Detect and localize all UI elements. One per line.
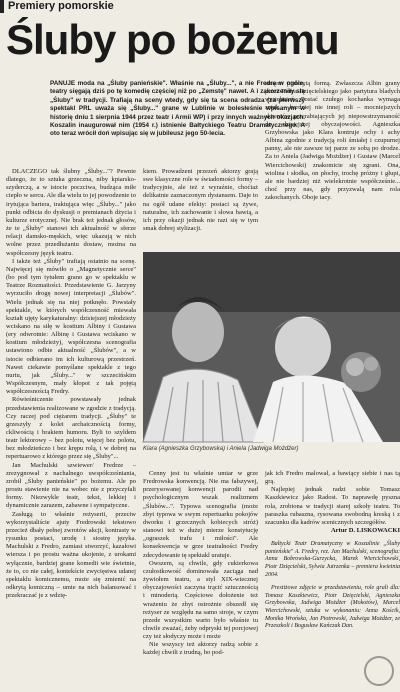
cast-credits: Prestiżowe zdjęcie w przedstawieniu, role grali dla: Tomasz Kaszkiewicz, Piotr Dzięcielski, Agnieszka Grzybowska, Jadwiga Możdżer (Mokotów), Marcel Wiercichowski, sztuka w wykonaniu: Anna Kościk, Monika Wrońska, Jan Piotrowski, Jadwiga Możdżer, ze Przeszkoli i Bogusław Kańczak Dan. <box>265 585 400 630</box>
paragraph: Owszem, są chwile, gdy cukierkowa czułostkowość dominowała zaciąga nad żywiołem teatru, a styl XIX-wiecznej obyczajowości zaczyna trącić sztucznością i minoderią. Częściowe dołożenie też wrażeniu że zbyt ostrożnie obszedł się reżyser ze względu na samo stroje, w czym przede wszystkim warto było właśnie tu chwile zważać, żeby odpryski tej porcjowej czy też słodyczy może i może <box>143 559 258 641</box>
paragraph: Jan Machulski szwiewer/ Fredrze – zrezygnował z nachalnego uwspółcześniania, zrobił „Śluby panieńskie" po bożemu. Ale po prostu stawienie nie na wobec nie z przyczyfali formy. Niezwykle teatr, tekst, lekkiej i dynamicznie zarazem, zabawne i sympatyczne. <box>6 461 136 510</box>
author-signature: Artur D. LISKOWACKI <box>330 527 400 535</box>
article-column-4 <box>143 470 258 692</box>
paragraph: Nie wszyscy też aktorzy radzą sobie z każdej chwili z trudną, bo pod- <box>143 641 258 657</box>
article-headline: Śluby po bożemu <box>6 16 339 63</box>
paragraph: kiem. Prowadzeni przezeń aktorzy grają swe klasyczne role w świadomości formy – tradycyjnie, ale też z wyraźnie, choćiaż delikatnie zaznaczonym dystansem. Daje to na ogół udane efekty: postaci są żywe, naturalne, ich zachowanie i słowa bawią, a ich przy okazji jednak nie razi się w tym smak dobrej stylizacji. <box>143 168 258 233</box>
stage-photo <box>143 252 400 442</box>
production-credits: Bałtycki Teatr Dramatyczny w Koszalinie „Śluby panieńskie" A. Fredry, rez. Jan Machulski, scenografia: Anna Bobrowska-Gurzycka, Marek Wiercichowski, Piotr Dzięcielski, Sylwia Jutrzenka – premiera kwietnia 2004. <box>265 541 400 578</box>
article-column-3 <box>265 80 400 248</box>
section-rubric: Premiery pomorskie <box>0 0 208 13</box>
paragraph: Najlepiej jednak radzi sobie Tomasz Kaszkiewicz jako Radost. To naprawdę pyszna rola, zrobiona w tradycji starej szkoły teatru. To paraszka rubaszna, rysowana swobodną kreską i z szacunku dla kadrów scenicznych szczegółów. <box>265 486 400 526</box>
paragraph: Rówieśniczenie powstawały jednak przedstawienia realizowane w zgodzie z tradycją. Czy raczej pod ciężarem tradycji. „Śluby" te grzeszyły z kolei archaicznością formy, ckliwością i brakiem humoru. Byli to szyldem teatr lektorowy – bez polotu, więcej bez polotu, bez młodzieńczo i bez krępu rolą, i w dobrej na repertuarowo z którego przez się „Śluby"... <box>6 396 136 461</box>
paragraph: I także też „Śluby" trafiają ostatnio na scenę. Najwięcej się mówiło o „Magnetycznie serce" (bo pod tym tytułem grano go w spektaklu w Teatrze Rozmaitości. Przedstawienie G. Jarzyny wyrzuciło drogę nowej interpretacji „Ślubów". Wielu jednak się na niej potknęło. Powstały spektakle, w których współczesność miewała kształt ujęty karykaturalny: dzisiejszej młodzieży wciskano na siłę w kostium Albiny i Gustawa (ery odwrotnie: Albinę i Gustawa wciskano w kostium młodzieży), współczesna scenografia ustawiono odbie aktualność „Ślubów", a w istocie odbierano im ich kulturową przestrzeń. Nawet ciekawie pomyślane spektakle z tego nurtu, jak „Śluby..." w szczecińskim Współczesnym, mały kłopot z tak pojętą współczesnością Fredry. <box>6 257 136 396</box>
paragraph: DLACZEGO tak ślubny „Śluby..."? Pewnie dlatego, że to sztuka grzeczna, niby kpiarsko-szyderczą, a w istocie poczciwa, budząca miłe ciepło w sercu. Ale dla wielu to jej powodzenie to irytująca bariera, traktująca więc „Śluby..." jako punkt odbicia do dyskusji o premianach dżycia i kulturze erotycznej. Nie brak też jednak głosów, że te „Śluby" stanowi ich aktualność w sferze relacji damsko-męskich, więc ukazują w nich wolne przez przedłużaniu dostaw, można na współczesny język teatru. <box>6 168 136 257</box>
article-column-2 <box>143 168 258 233</box>
paragraph: Cenny jest tu właśnie umiar w grze Fredrowska konwencją. Nie ma fałszywej, przerysowanej konwencji parodii nad psychologicznym wszak realizmem „Ślubów...". Typowa scenografia (może zbyt typowa w swym repertuarku pokojów dworku i grzecznych kobiecych stróż) stanowi też w dużej mierze konstytucję „ograszek trafu i miłości". Ale konsekwencja w grze teatralności Fredry zdecydowanie tę spektakl uratuje. <box>143 470 258 559</box>
actresses-photo-illustration <box>143 252 400 442</box>
paragraph: Zasługą to właśnie reżyserii, przeciw wykorzystaliście ajuty Fredrowski tekstowo przecież dbały pełnej zwrotów akcji, kontrasty w rysunku postaci, urodę i siostrę języka. Machulski z Fredro, zamiast stworzyć, kazałowi wiersza i po prostu ważna ukojenie, z urokami wyłącznie, bardziej grane komedii wie świetnie, że to, co nie całej, kontekście zwycięstwa udanej spektaklu komicznemu, może się zmienić na odkrytą komiczną – umie na nich balansować i przekraczać je z wdzię- <box>6 510 136 600</box>
paragraph: stosem podszytą formą. Zwłaszcza Albin grany przez Piotra Dzięcielskiego jako partytura bladych westchnień. Postać czułego kochanka wymaga sztuk – bardziej nie innej roli – mocniejszych akcentów przerabiających jej niepowstrzymaność do dzisiejszej obyczajowości. Agnieszka Grzybowska jako Klara kontruje ochy i achy Albina zgodnie z tradycją roli śmiałej i czupurnej panny, ale nie zawsze tej parze ze sobą po drodze. Za to Aniela (Jadwiga Możdżer) i Gustaw (Marcel Wiercichowski) znakomicie się zgrani. Ona, wiolina i słodka, on płochy, trochę próżny i głupi, ale nie bardziej niż wielekrotnie współcześnie... choć przy nas, gdy przyzwalą nam rola zakochanych. Oboje tacy. <box>265 80 400 202</box>
article-column-1 <box>6 168 136 692</box>
library-stamp-mark <box>364 656 394 686</box>
paragraph: jak ich Fredro malował, a bawiący siebie i nas tą grą. <box>265 470 400 486</box>
article-lead: PANUJE moda na „Śluby panieńskie". Właśnie na „Śluby...", a nie Fredrę w ogóle, teatry sięgają dziś po tę komedię częściej niż po „Zemstę" nawet. A i zakorzeniły się „Śluby" w tradycji. Trafiają na sceny wtedy, gdy się ta scena odradza (za pierwszy spektakl PRL uważa się „Śluby..." grane w Lublinie w bolesłeśnie wpisanym w historię dniu 1 sierpnia 1944 przez teatr i Armii WP) i przy innych ważnych okazjach. Koszalin inaugurował nim (1954 r.) istnienie Bałtyckiego Teatru Dramatycznego. A oto teraz wrócił doń wpisując się w jubileusz jego 50-lecia. <box>50 80 305 138</box>
photo-caption: Klara (Agnieszka Grzybowska) i Aniela (Jadwiga Możdżer) <box>143 446 299 452</box>
